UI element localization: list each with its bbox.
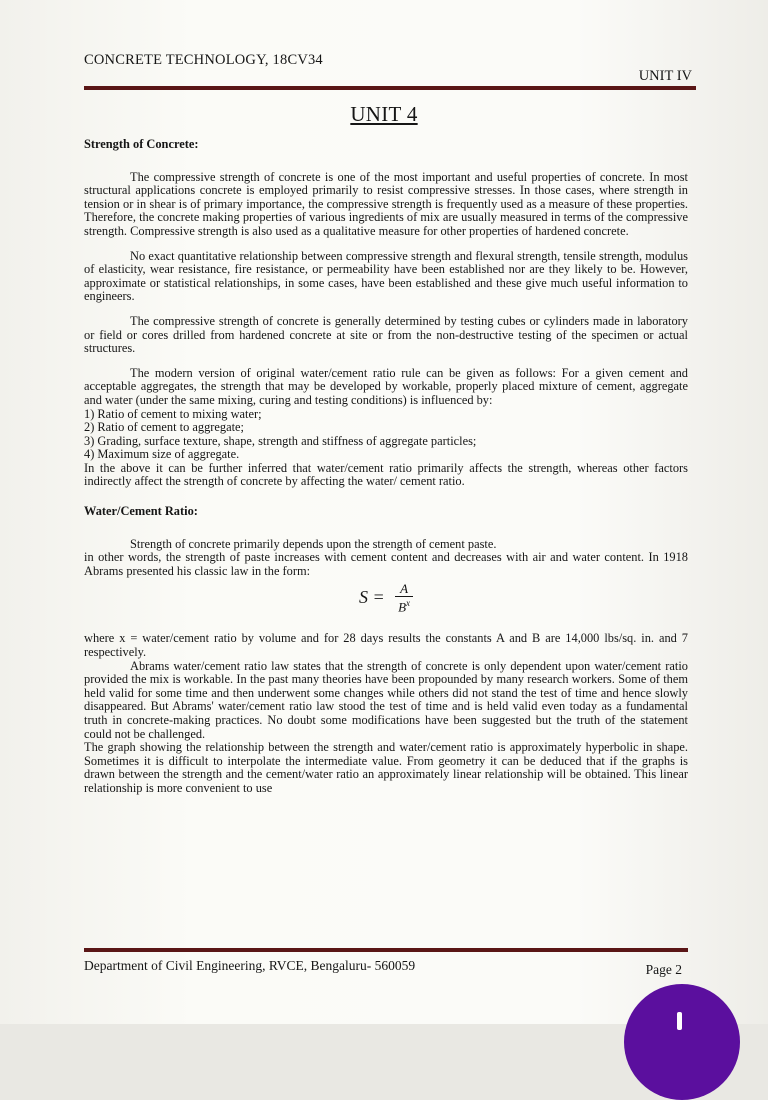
page-title: UNIT 4 xyxy=(350,102,418,126)
paragraph: Abrams water/cement ratio law states that the strength of concrete is only dependent upon water/cement ratio provided the mix is workable. In the past many theories have been propounded by many research workers. Some of them held valid for some time and then underwent some changes while others did not stand the test of time and hence slowly disappeared. But Abrams' water/cement ratio law stood the test of time and is held valid even today as a fundamental truth in concrete-making practices. No doubt some modifications have been suggested but the truth of the statement could not be challenged. xyxy=(84,658,688,741)
document-body xyxy=(84,138,688,796)
formula-lhs: S = xyxy=(358,587,385,608)
abrams-formula xyxy=(84,582,688,622)
paragraph: in other words, the strength of paste increases with cement content and decreases with air and water content. In 1918 Abrams presented his classic law in the form: xyxy=(84,550,688,578)
list-item: 3) Grading, surface texture, shape, strength and stiffness of aggregate particles; xyxy=(84,433,477,448)
formula-exponent: x xyxy=(406,598,411,609)
formula-numerator: A xyxy=(395,582,413,597)
paragraph: The modern version of original water/cement ratio rule can be given as follows: For a given cement and acceptable aggregates, the strength that may be developed by workable, properly placed mixture of cement, aggregate and water (under the same mixing, curing and testing conditions) is influenced by: xyxy=(84,365,688,407)
floating-action-button[interactable] xyxy=(624,984,740,1100)
factor-list xyxy=(84,408,688,462)
paragraph: The compressive strength of concrete is generally determined by testing cubes or cylinders made in laboratory or field or cores drilled from hardened concrete at site or from the non-destructive testing of the specimen or actual structures. xyxy=(84,313,688,356)
list-item: 2) Ratio of cement to aggregate; xyxy=(84,420,244,435)
footer-department: Department of Civil Engineering, RVCE, Bengaluru- 560059 xyxy=(84,958,416,973)
paragraph: The compressive strength of concrete is one of the most important and useful properties of concrete. In most structural applications concrete is employed primarily to resist compressive stresses. In those cases, where strength in tension or in shear is of primary importance, the compressive strength is frequently used as a measure of these properties. Therefore, the concrete making properties of various ingredients of mix are usually measured in terms of the compressive strength. Compressive strength is also used as a qualitative measure for other properties of hardened concrete. xyxy=(84,169,688,238)
list-item: 1) Ratio of cement to mixing water; xyxy=(84,406,262,421)
header-unit: UNIT IV xyxy=(638,68,692,84)
formula-base: B xyxy=(398,599,407,615)
paragraph: where x = water/cement ratio by volume and for 28 days results the constants A and B are 14,000 lbs/sq. in. and 7 respectively. xyxy=(84,631,688,660)
header-course: CONCRETE TECHNOLOGY, 18CV34 xyxy=(84,52,323,68)
paragraph: In the above it can be further inferred that water/cement ratio primarily affects the strength, whereas other factors indirectly affect the strength of concrete by affecting the water/ cement ratio. xyxy=(84,460,688,489)
formula-fraction xyxy=(395,582,413,614)
paragraph: Strength of concrete primarily depends upon the strength of cement paste. xyxy=(130,536,497,551)
info-icon xyxy=(677,1012,682,1030)
section-heading-water-cement: Water/Cement Ratio: xyxy=(84,504,198,519)
list-item: 4) Maximum size of aggregate. xyxy=(84,447,240,462)
footer-page-number: Page 2 xyxy=(645,962,682,977)
header-rule xyxy=(84,86,696,90)
section-heading-strength: Strength of Concrete: xyxy=(84,137,199,151)
footer-rule xyxy=(84,948,688,952)
formula-denominator xyxy=(395,597,413,614)
paragraph: No exact quantitative relationship between compressive strength and flexural strength, tensile strength, modulus of elasticity, wear resistance, fire resistance, or permeability have been established nor are they likely to be. However, approximate or statistical relationships, in some cases, have been established and these give much useful information to engineers. xyxy=(84,248,688,304)
paragraph: The graph showing the relationship between the strength and water/cement ratio is approximately hyperbolic in shape. Sometimes it is difficult to interpolate the intermediate value. From geometry it can be deduced that if the graphs is drawn between the strength and the cement/water ratio an approximately linear relationship will be obtained. This linear relationship is more convenient to use xyxy=(84,740,688,795)
